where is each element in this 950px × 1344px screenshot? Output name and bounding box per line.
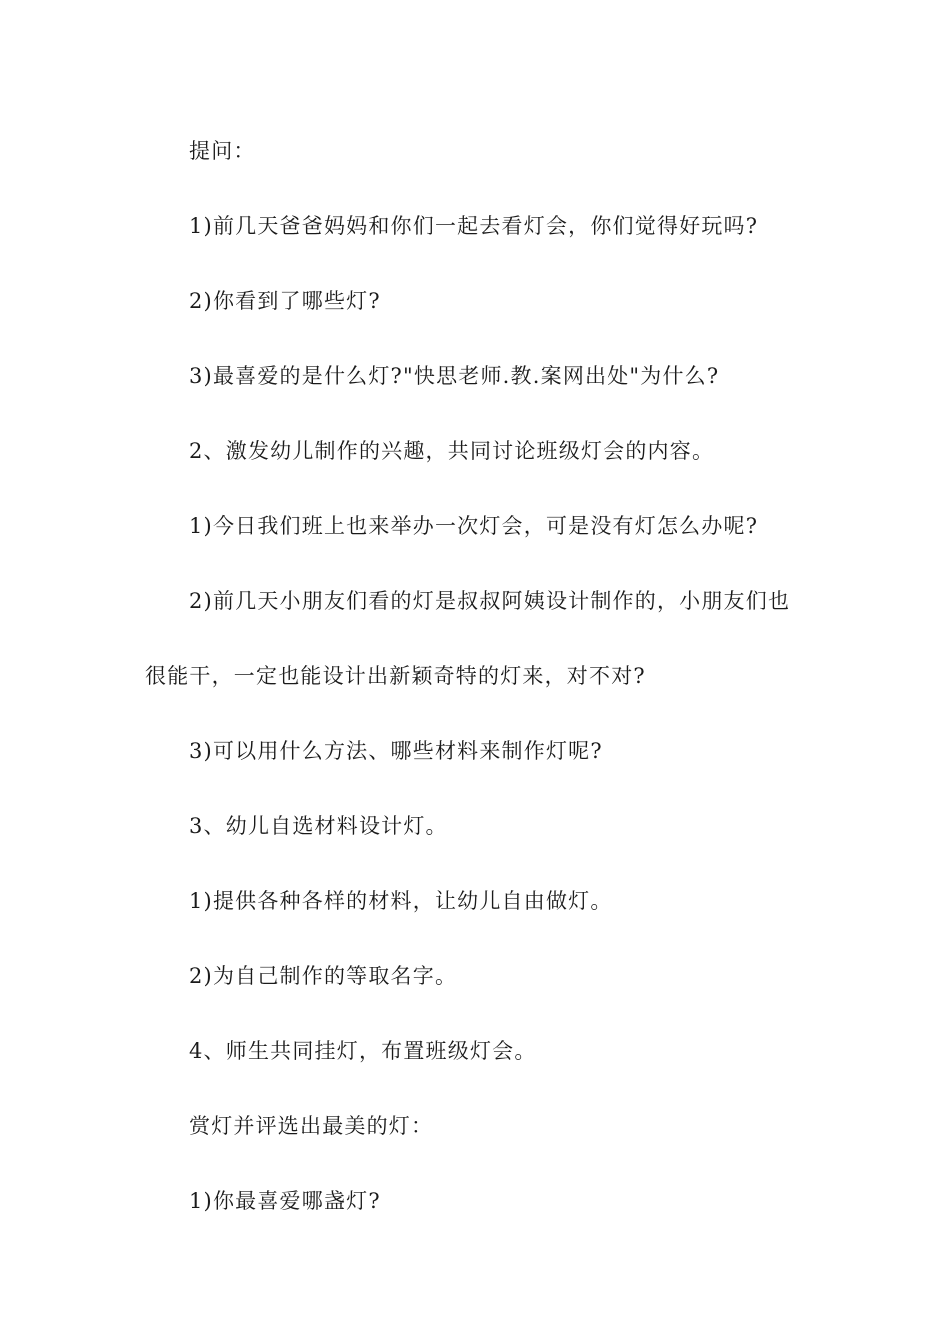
paragraph-appreciate-lanterns: 赏灯并评选出最美的灯：: [189, 1114, 434, 1138]
paragraph-appreciate-item-1: 1)你最喜爱哪盏灯?: [189, 1189, 381, 1213]
paragraph-question-2: 2)你看到了哪些灯?: [189, 289, 381, 313]
paragraph-questions-heading: 提问：: [189, 139, 256, 163]
paragraph-question-1: 1)前几天爸爸妈妈和你们一起去看灯会，你们觉得好玩吗?: [189, 214, 759, 238]
paragraph-step-4: 4、师生共同挂灯，布置班级灯会。: [189, 1039, 537, 1063]
paragraph-step-2-item-2: 2)前几天小朋友们看的灯是叔叔阿姨设计制作的，小朋友们也: [189, 589, 791, 613]
paragraph-question-3: 3)最喜爱的是什么灯?"快思老师.教.案网出处"为什么?: [189, 364, 720, 388]
paragraph-step-2-item-3: 3)可以用什么方法、哪些材料来制作灯呢?: [189, 739, 603, 763]
paragraph-step-3-item-2: 2)为自己制作的等取名字。: [189, 964, 458, 988]
paragraph-step-3-item-1: 1)提供各种各样的材料，让幼儿自由做灯。: [189, 889, 613, 913]
paragraph-step-3: 3、幼儿自选材料设计灯。: [189, 814, 448, 838]
paragraph-step-2: 2、激发幼儿制作的兴趣，共同讨论班级灯会的内容。: [189, 439, 715, 463]
paragraph-step-2-item-1: 1)今日我们班上也来举办一次灯会，可是没有灯怎么办呢?: [189, 514, 759, 538]
paragraph-step-2-item-2-continued: 很能干，一定也能设计出新颖奇特的灯来，对不对?: [145, 664, 646, 688]
